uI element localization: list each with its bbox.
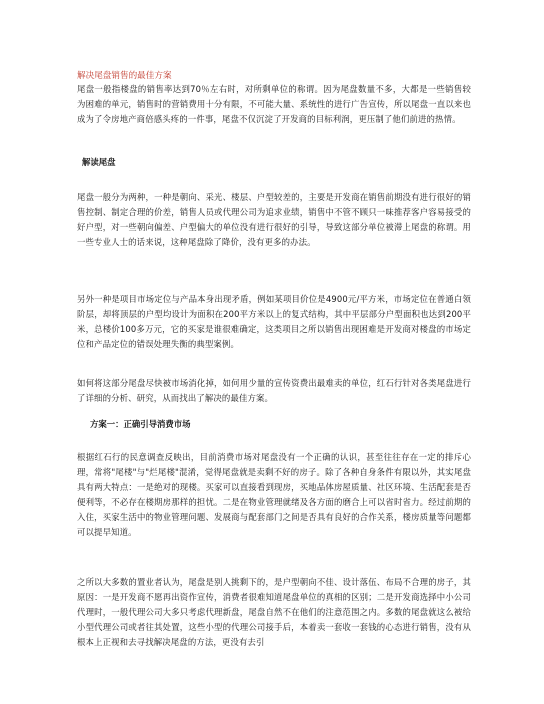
paragraph-types-1: 尾盘一般分为两种，一种是朝向、采光、楼层、户型较差的，主要是开发商在销售前期没有进行很好的销售控制、制定合理的价差，销售人员或代理公司为追求业绩，销售中不管不顾只一味推荐客户容易接受的好户型，对一些朝向偏差、户型偏大的单位没有进行很好的引导，导致这部分单位被滞上尾盘的称谓。用一些专业人士的话来说，这种尾盘除了降价，没有更多的办法。 [77,192,471,247]
section-heading-plan-one: 方案一：正确引导消费市场 [90,419,191,429]
paragraph-plan-one-2: 之所以大多数的置业者认为，尾盘是别人挑剩下的，是户型朝向不佳、设计落伍、布局不合理的房子，其原因：一是开发商不愿再出资作宣传，消费者很难知道尾盘单位的真相的区别；二是开发商选择中小公司代理时，一般代理公司大多只考虑代理新盘，尾盘自然不在他们的注意范围之内。多数的尾盘就这么被给小型代理公司或者往其处置，这些小型的代理公司接手后，本着卖一套收一套钱的心态进行销售，没有从根本上正视和去寻找解决尾盘的方法，更没有去引 [77,577,471,647]
paragraph-types-2: 另外一种是项目市场定位与产品本身出现矛盾，例如某项目价位是4900元/平方米，市场定位在普通白领阶层，却将顶层的户型均设计为面积在200平方米以上的复式结构，其中平层部分户型面积也达到200平米，总楼价100多万元，它的买家是谁很难确定，这类项目之所以销售出现困难是开发商对楼盘的市场定位和产品定位的错误处理失衡的典型案例。 [77,294,471,349]
intro-paragraph: 尾盘一般指楼盘的销售率达到70％左右时，对所剩单位的称谓。因为尾盘数量不多，大都是一些销售较为困难的单元，销售时的营销费用十分有限，不可能大量、系统性的进行广告宣传，所以尾盘一直以来也成为了令房地产商倍感头疼的一件事，尾盘不仅沉淀了开发商的目标利润，更压制了他们前进的热情。 [77,84,471,124]
document-title: 解决尾盘销售的最佳方案 [77,71,172,81]
section-heading-interpret: 解读尾盘 [82,157,116,167]
paragraph-solution-intro: 如何将这部分尾盘尽快被市场消化掉，如何用少量的宣传资费出最难卖的单位，红石行针对各类尾盘进行了详细的分析、研究，从而找出了解决的最佳方案。 [77,378,471,403]
paragraph-plan-one-1: 根据红石行的民意调查反映出，目前消费市场对尾盘没有一个正确的认识，甚至往往存在一定的排斥心理，常将"尾楼"与"烂尾楼"混淆，觉得尾盘就是卖剩不好的房子。除了各种自身条件有限以外，其实尾盘具有两大特点：一是绝对的现楼。买家可以直接看到现房，买地品体房屋质量、社区环境、生活配套是否便利等，不必存在楼期房那样的担忧。二是在物业管理就绪及各方面的磨合上可以省时省力。经过前期的入住，买家生活中的物业管理问题、发展商与配套部门之间是否具有良好的合作关系，楼房质量等问题都可以提早知道。 [77,452,471,537]
